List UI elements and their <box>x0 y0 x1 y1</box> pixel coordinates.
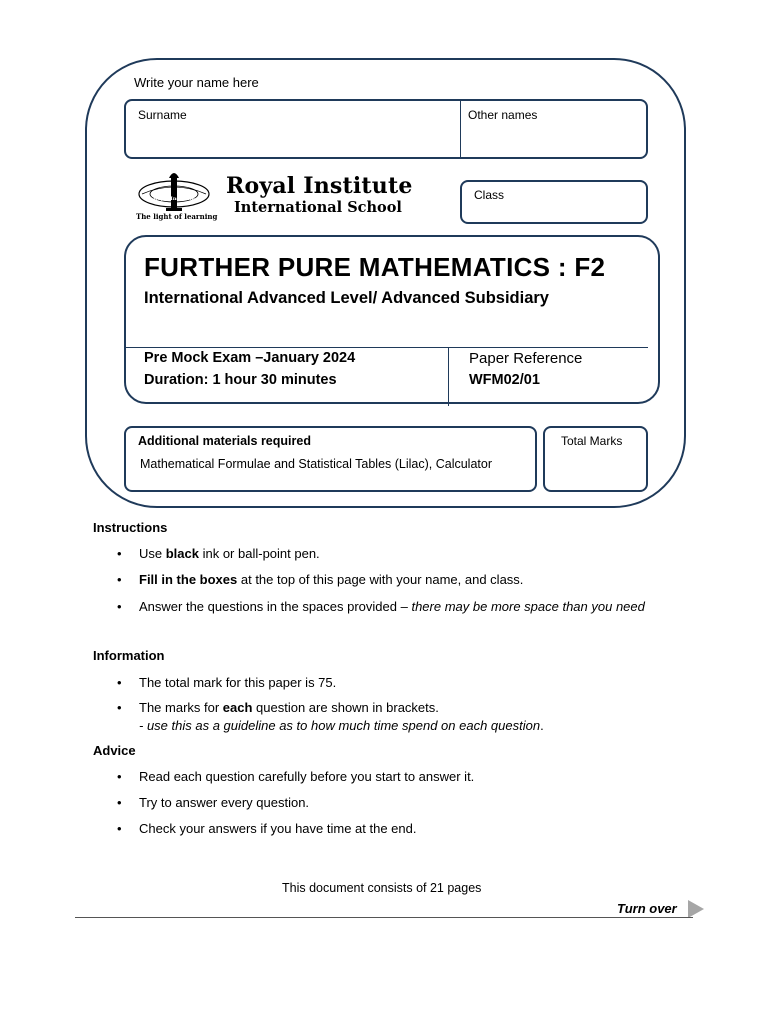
school-motto: The light of learning <box>136 212 218 221</box>
turn-over-arrow-icon <box>688 900 704 918</box>
instruction-item-2: Fill in the boxes at the top of this page with your name, and class. <box>139 572 524 587</box>
school-name: Royal Institute <box>226 173 413 199</box>
school-subtitle: International School <box>234 199 402 216</box>
exam-duration: Duration: 1 hour 30 minutes <box>144 372 337 388</box>
bullet: • <box>117 821 122 836</box>
paper-title: FURTHER PURE MATHEMATICS : F2 <box>144 252 606 282</box>
class-box[interactable] <box>460 180 648 224</box>
paper-reference: WFM02/01 <box>469 372 540 388</box>
emblem-badge-text: Royal Institute <box>153 196 195 202</box>
materials-text: Mathematical Formulae and Statistical Tables (Lilac), Calculator <box>140 457 493 471</box>
turn-over-label: Turn over <box>617 901 677 916</box>
materials-heading: Additional materials required <box>138 434 311 448</box>
school-logo <box>136 168 446 224</box>
instruction-item-1: Use black ink or ball-point pen. <box>139 546 320 561</box>
instruction-item-3: Answer the questions in the spaces provided – there may be more space than you need <box>139 599 645 614</box>
paper-reference-label: Paper Reference <box>469 350 583 367</box>
advice-heading: Advice <box>93 743 136 758</box>
bullet: • <box>117 675 122 690</box>
name-caption: Write your name here <box>134 75 259 90</box>
instructions-heading: Instructions <box>93 520 168 535</box>
bullet: • <box>117 572 122 587</box>
exam-session: Pre Mock Exam –January 2024 <box>144 350 356 366</box>
information-heading: Information <box>93 648 165 663</box>
advice-item-1: Read each question carefully before you start to answer it. <box>139 769 475 784</box>
bullet: • <box>117 795 122 810</box>
footer-rule <box>75 917 693 918</box>
page-count-note: This document consists of 21 pages <box>282 881 482 895</box>
advice-item-2: Try to answer every question. <box>139 795 310 810</box>
advice-item-3: Check your answers if you have time at the end. <box>139 821 417 836</box>
title-divider-vertical <box>448 347 449 406</box>
paper-level: International Advanced Level/ Advanced Subsidiary <box>144 289 549 307</box>
class-label: Class <box>474 188 505 202</box>
information-item-2: The marks for each question are shown in brackets. <box>139 700 439 715</box>
bullet: • <box>117 700 122 715</box>
information-item-2-note: - use this as a guideline as to how much time spend on each question. <box>139 718 544 733</box>
information-item-1: The total mark for this paper is 75. <box>139 675 337 690</box>
total-marks-label: Total Marks <box>561 434 623 448</box>
other-names-label: Other names <box>468 108 538 122</box>
surname-label: Surname <box>138 108 187 122</box>
bullet: • <box>117 769 122 784</box>
bullet: • <box>117 546 122 561</box>
name-box[interactable] <box>124 99 648 159</box>
name-box-divider <box>460 99 461 159</box>
bullet: • <box>117 599 122 614</box>
title-divider-horizontal <box>124 347 648 348</box>
